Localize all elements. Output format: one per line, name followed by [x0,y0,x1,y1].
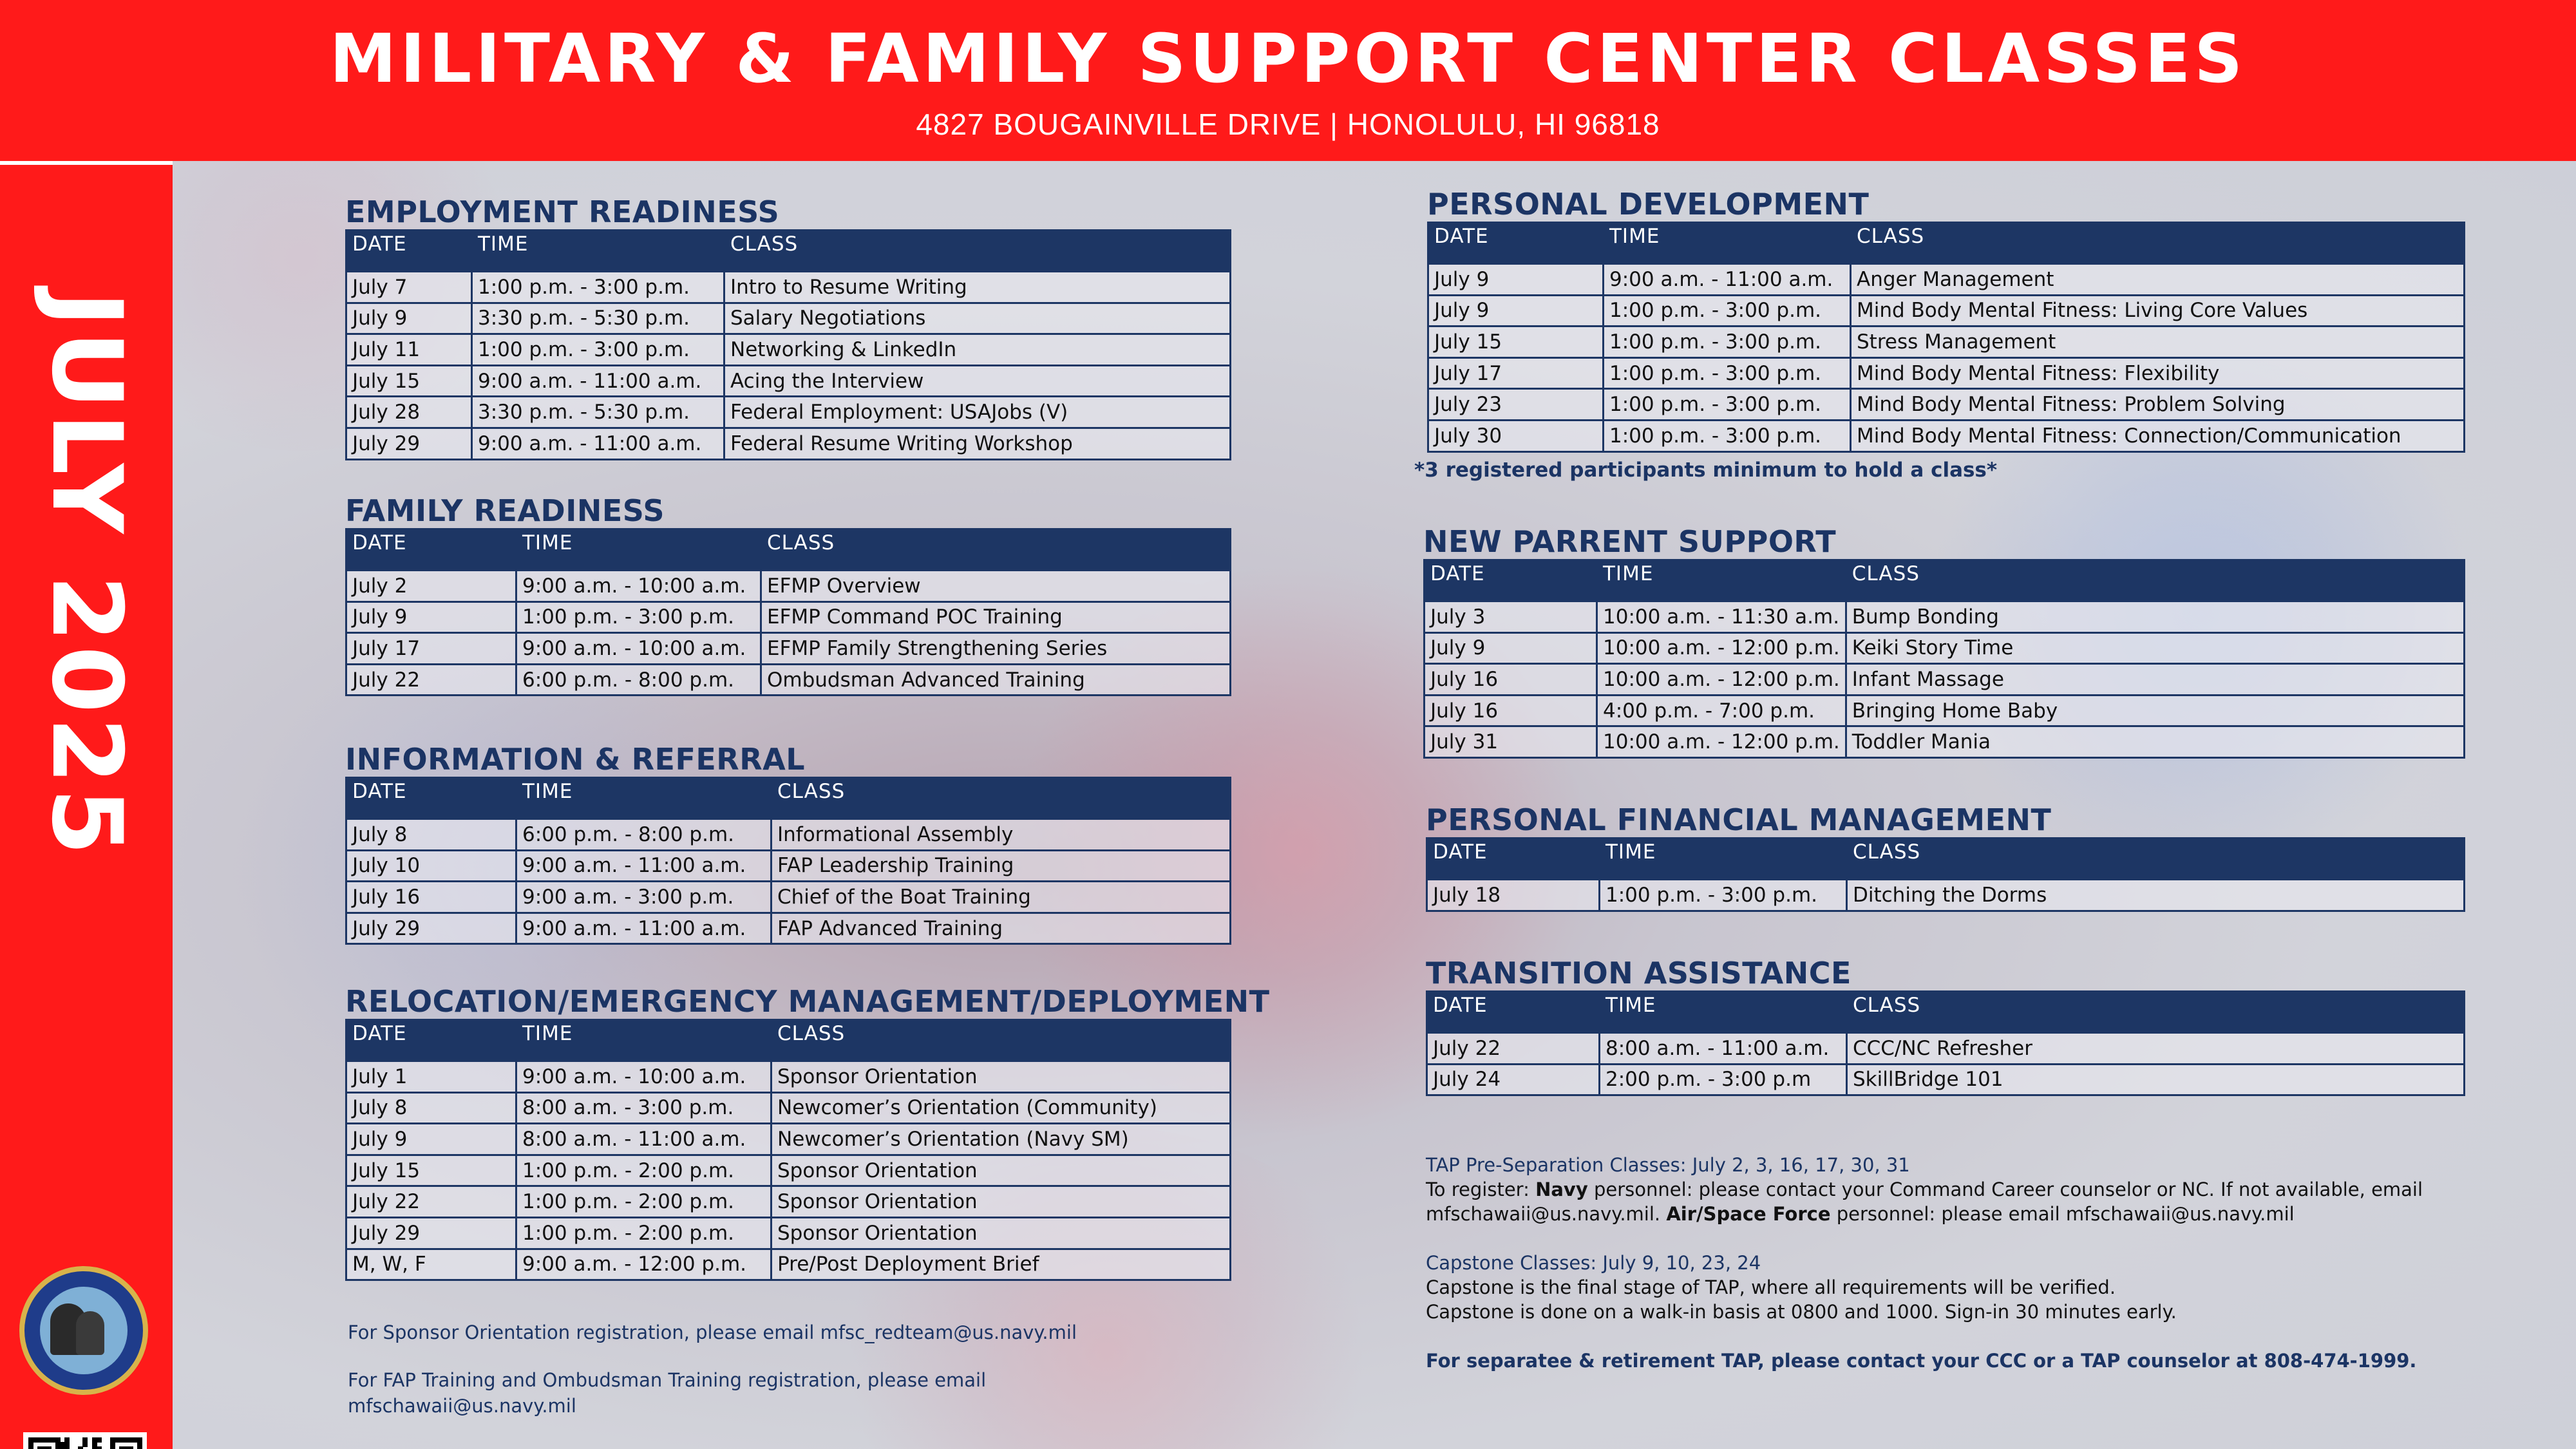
cell-class: Toddler Mania [1846,726,2464,758]
col-time: TIME [516,529,761,571]
cell-class: Sponsor Orientation [772,1186,1231,1218]
cell-date: July 29 [346,1217,516,1249]
cell-date: July 9 [1428,295,1604,327]
employment-table [345,229,1231,460]
transition-section [1426,956,2465,1096]
table-row [346,571,1231,602]
cell-date: July 9 [346,303,472,334]
col-date: DATE [1427,992,1600,1033]
cell-time: 1:00 p.m. - 3:00 p.m. [472,272,724,303]
col-time: TIME [516,778,772,819]
cell-class: Newcomer’s Orientation (Navy SM) [772,1124,1231,1155]
table-body [346,571,1231,696]
cell-date: July 15 [1428,327,1604,358]
cell-class: Chief of the Boat Training [772,882,1231,913]
family-table [345,528,1231,696]
cell-class: Mind Body Mental Fitness: Problem Solving [1851,389,2465,421]
cell-class: FAP Leadership Training [772,850,1231,882]
cell-date: July 9 [1428,264,1604,296]
cell-time: 10:00 a.m. - 12:00 p.m. [1597,726,1846,758]
sponsor-registration-note: For Sponsor Orientation registration, please email mfsc_redteam@us.navy.mil [348,1321,1077,1343]
col-class: CLASS [724,231,1231,272]
col-date: DATE [1427,838,1600,880]
table-row [346,1124,1231,1155]
cell-time: 4:00 p.m. - 7:00 p.m. [1597,695,1846,726]
cell-class: Federal Employment: USAJobs (V) [724,397,1231,428]
header-banner [0,0,2576,161]
table-body [346,272,1231,460]
cell-time: 1:00 p.m. - 3:00 p.m. [1604,389,1851,421]
cell-time: 1:00 p.m. - 3:00 p.m. [1604,295,1851,327]
table-row [346,601,1231,633]
col-class: CLASS [1847,838,2465,880]
cell-time: 9:00 a.m. - 11:00 a.m. [1604,264,1851,296]
cell-time: 3:30 p.m. - 5:30 p.m. [472,397,724,428]
cell-date: July 17 [346,633,516,665]
cell-date: July 10 [346,850,516,882]
section-title: NEW PARRENT SUPPORT [1423,524,1837,559]
table-row [346,1061,1231,1093]
table-row [1425,601,2465,633]
cell-time: 9:00 a.m. - 12:00 p.m. [516,1249,772,1280]
cell-class: Federal Resume Writing Workshop [724,428,1231,459]
table-row [346,882,1231,913]
cell-date: July 31 [1425,726,1597,758]
table-row [346,633,1231,665]
tap-info-block [1426,1153,2423,1373]
table-row [1427,1033,2465,1065]
cell-date: July 16 [1425,664,1597,696]
table-body [1427,880,2465,911]
cell-class: Acing the Interview [724,365,1231,397]
cell-date: July 16 [1425,695,1597,726]
cell-time: 9:00 a.m. - 11:00 a.m. [472,365,724,397]
col-class: CLASS [772,778,1231,819]
cell-date: July 22 [346,1186,516,1218]
mfsc-seal-logo [19,1266,148,1395]
table-body [346,1061,1231,1280]
cell-date: July 15 [346,1155,516,1186]
cell-date: July 23 [1428,389,1604,421]
table-body [1428,264,2465,452]
cell-date: July 22 [346,664,516,696]
table-row [346,913,1231,944]
personal-development-section [1427,187,2465,453]
table-row [346,819,1231,851]
section-title: PERSONAL DEVELOPMENT [1427,187,1870,222]
table-row [346,1249,1231,1280]
info-referral-table [345,777,1231,945]
col-time: TIME [1604,223,1851,264]
employment-section [345,194,1231,460]
cell-time: 9:00 a.m. - 10:00 a.m. [516,571,761,602]
cell-time: 1:00 p.m. - 3:00 p.m. [516,601,761,633]
table-row [346,365,1231,397]
table-row [346,850,1231,882]
cell-date: July 18 [1427,880,1600,911]
cell-time: 9:00 a.m. - 3:00 p.m. [516,882,772,913]
col-class: CLASS [761,529,1231,571]
table-row [346,303,1231,334]
capstone-title: Capstone Classes: July 9, 10, 23, 24 [1426,1252,1761,1274]
new-parent-table [1423,559,2465,759]
col-date: DATE [346,529,516,571]
col-time: TIME [1597,560,1846,601]
cell-class: Mind Body Mental Fitness: Living Core Values [1851,295,2465,327]
personal-development-table [1427,222,2465,453]
section-title: PERSONAL FINANCIAL MANAGEMENT [1426,802,2052,837]
table-row [1428,327,2465,358]
col-class: CLASS [1851,223,2465,264]
cell-class: Intro to Resume Writing [724,272,1231,303]
cell-date: July 8 [346,1092,516,1124]
table-body [346,819,1231,944]
col-date: DATE [346,231,472,272]
cell-time: 1:00 p.m. - 3:00 p.m. [1604,420,1851,451]
table-row [346,1217,1231,1249]
cell-time: 10:00 a.m. - 12:00 p.m. [1597,664,1846,696]
fap-registration-note: For FAP Training and Ombudsman Training registration, please email [348,1369,987,1391]
cell-time: 2:00 p.m. - 3:00 p.m [1600,1064,1847,1095]
info-referral-section [345,742,1231,945]
cell-class: Sponsor Orientation [772,1061,1231,1093]
cell-class: Ombudsman Advanced Training [761,664,1231,696]
table-row [1427,880,2465,911]
cell-time: 1:00 p.m. - 3:00 p.m. [1600,880,1847,911]
tap-preseparation: TAP Pre-Separation Classes: July 2, 3, 16, 17, 30, 31 [1426,1154,1910,1176]
tap-register-line: To register: Navy personnel: please contact your Command Career counselor or NC. If not available, email [1426,1179,2423,1200]
sidebar [0,161,173,1449]
cell-class: Salary Negotiations [724,303,1231,334]
cell-time: 1:00 p.m. - 2:00 p.m. [516,1186,772,1218]
table-row [1428,264,2465,296]
address: 4827 BOUGAINVILLE DRIVE | HONOLULU, HI 96818 [916,108,1660,141]
cell-class: EFMP Overview [761,571,1231,602]
capstone-line1: Capstone is the final stage of TAP, where all requirements will be verified. [1426,1276,2116,1298]
cell-time: 6:00 p.m. - 8:00 p.m. [516,664,761,696]
month-label: JULY 2025 [30,290,142,860]
cell-time: 1:00 p.m. - 2:00 p.m. [516,1217,772,1249]
cell-class: SkillBridge 101 [1847,1064,2465,1095]
family-section [345,493,1231,696]
cell-time: 8:00 a.m. - 11:00 a.m. [516,1124,772,1155]
cell-time: 8:00 a.m. - 11:00 a.m. [1600,1033,1847,1065]
table-body [1425,601,2465,758]
relocation-section [345,984,1270,1281]
table-row [346,397,1231,428]
cell-date: July 30 [1428,420,1604,451]
capstone-line2: Capstone is done on a walk-in basis at 0800 and 1000. Sign-in 30 minutes early. [1426,1301,2177,1323]
col-time: TIME [1600,992,1847,1033]
cell-class: Stress Management [1851,327,2465,358]
table-row [1425,632,2465,664]
cell-time: 9:00 a.m. - 10:00 a.m. [516,633,761,665]
table-row [1428,389,2465,421]
table-row [346,1155,1231,1186]
col-date: DATE [1425,560,1597,601]
col-class: CLASS [772,1020,1231,1061]
separatee-note: For separatee & retirement TAP, please contact your CCC or a TAP counselor at 808-474-1999. [1426,1350,2417,1372]
cell-time: 9:00 a.m. - 10:00 a.m. [516,1061,772,1093]
cell-date: M, W, F [346,1249,516,1280]
table-row [1427,1064,2465,1095]
cell-class: Newcomer’s Orientation (Community) [772,1092,1231,1124]
cell-class: Anger Management [1851,264,2465,296]
cell-class: EFMP Family Strengthening Series [761,633,1231,665]
cell-date: July 22 [1427,1033,1600,1065]
page-title: MILITARY & FAMILY SUPPORT CENTER CLASSES [329,19,2247,98]
cell-date: July 15 [346,365,472,397]
cell-date: July 9 [1425,632,1597,664]
table-row [1425,726,2465,758]
cell-time: 1:00 p.m. - 3:00 p.m. [1604,357,1851,389]
cell-time: 8:00 a.m. - 3:00 p.m. [516,1092,772,1124]
table-row [1425,664,2465,696]
cell-class: Informational Assembly [772,819,1231,851]
table-body [1427,1033,2465,1095]
table-row [346,1186,1231,1218]
table-row [346,334,1231,366]
cell-class: FAP Advanced Training [772,913,1231,944]
cell-time: 6:00 p.m. - 8:00 p.m. [516,819,772,851]
new-parent-section [1423,524,2465,759]
cell-time: 9:00 a.m. - 11:00 a.m. [516,850,772,882]
table-row [346,272,1231,303]
cell-date: July 29 [346,913,516,944]
cell-class: Networking & LinkedIn [724,334,1231,366]
table-row [1425,695,2465,726]
cell-date: July 1 [346,1061,516,1093]
cell-class: Mind Body Mental Fitness: Connection/Communication [1851,420,2465,451]
minimum-participants-note: *3 registered participants minimum to hold a class* [1414,459,1998,482]
cell-date: July 2 [346,571,516,602]
financial-table [1426,837,2465,912]
cell-date: July 17 [1428,357,1604,389]
col-time: TIME [1600,838,1847,880]
col-date: DATE [346,1020,516,1061]
cell-date: July 9 [346,1124,516,1155]
cell-class: EFMP Command POC Training [761,601,1231,633]
cell-class: Bump Bonding [1846,601,2464,633]
cell-time: 3:30 p.m. - 5:30 p.m. [472,303,724,334]
financial-section [1426,802,2465,912]
cell-date: July 8 [346,819,516,851]
col-class: CLASS [1846,560,2464,601]
transition-table [1426,990,2465,1096]
table-row [346,664,1231,696]
col-class: CLASS [1847,992,2465,1033]
col-time: TIME [516,1020,772,1061]
cell-date: July 16 [346,882,516,913]
cell-time: 9:00 a.m. - 11:00 a.m. [472,428,724,459]
cell-class: Infant Massage [1846,664,2464,696]
cell-class: CCC/NC Refresher [1847,1033,2465,1065]
section-title: INFORMATION & REFERRAL [345,742,806,777]
cell-time: 1:00 p.m. - 2:00 p.m. [516,1155,772,1186]
qr-code-icon[interactable] [23,1432,147,1449]
cell-class: Bringing Home Baby [1846,695,2464,726]
cell-class: Pre/Post Deployment Brief [772,1249,1231,1280]
cell-date: July 11 [346,334,472,366]
cell-date: July 24 [1427,1064,1600,1095]
fap-registration-email: mfschawaii@us.navy.mil [348,1395,576,1417]
cell-date: July 9 [346,601,516,633]
tap-email-line: mfschawaii@us.navy.mil. Air/Space Force personnel: please email mfschawaii@us.navy.mil [1426,1203,2295,1225]
cell-date: July 7 [346,272,472,303]
cell-class: Ditching the Dorms [1847,880,2465,911]
cell-time: 9:00 a.m. - 11:00 a.m. [516,913,772,944]
table-row [1428,295,2465,327]
table-row [1428,357,2465,389]
cell-time: 1:00 p.m. - 3:00 p.m. [1604,327,1851,358]
cell-class: Sponsor Orientation [772,1217,1231,1249]
table-row [346,428,1231,459]
cell-date: July 29 [346,428,472,459]
col-date: DATE [1428,223,1604,264]
cell-time: 10:00 a.m. - 12:00 p.m. [1597,632,1846,664]
table-row [1428,420,2465,451]
cell-class: Keiki Story Time [1846,632,2464,664]
table-row [346,1092,1231,1124]
col-date: DATE [346,778,516,819]
cell-date: July 3 [1425,601,1597,633]
section-title: RELOCATION/EMERGENCY MANAGEMENT/DEPLOYMENT [345,984,1270,1019]
cell-date: July 28 [346,397,472,428]
section-title: TRANSITION ASSISTANCE [1426,956,1852,990]
relocation-table [345,1019,1231,1281]
section-title: FAMILY READINESS [345,493,665,528]
cell-class: Mind Body Mental Fitness: Flexibility [1851,357,2465,389]
col-time: TIME [472,231,724,272]
cell-class: Sponsor Orientation [772,1155,1231,1186]
section-title: EMPLOYMENT READINESS [345,194,780,229]
cell-time: 1:00 p.m. - 3:00 p.m. [472,334,724,366]
cell-time: 10:00 a.m. - 11:30 a.m. [1597,601,1846,633]
